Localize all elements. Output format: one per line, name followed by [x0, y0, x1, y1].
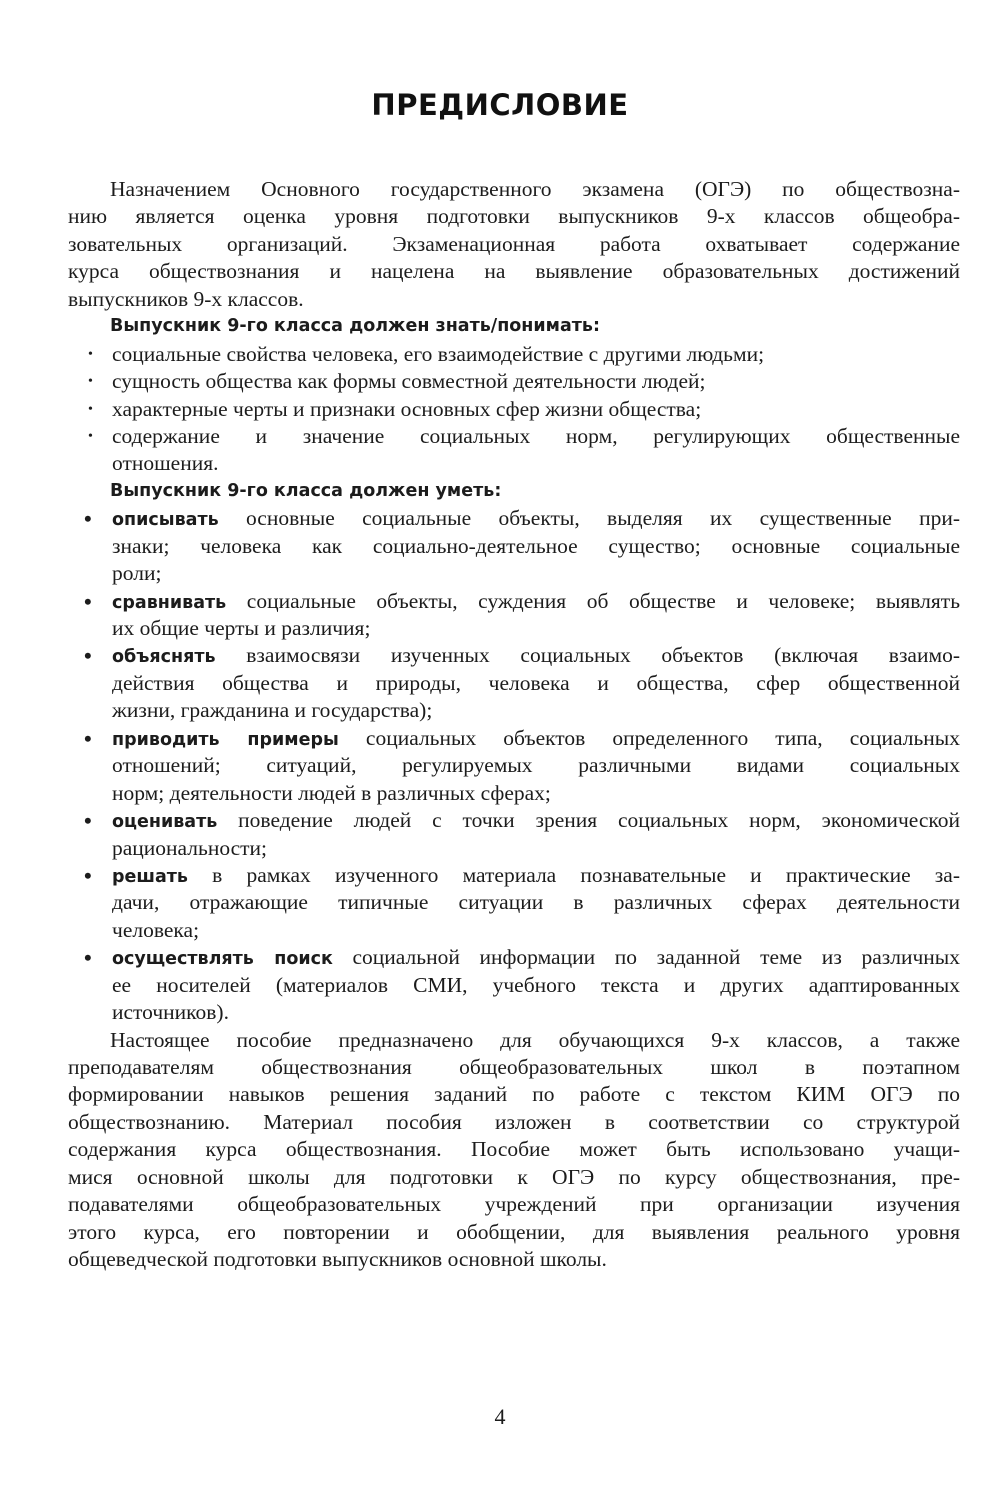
bullet-icon: • — [88, 401, 93, 417]
text-line: выпускников 9-х классов. — [68, 286, 304, 311]
skill-item — [68, 944, 960, 1026]
text-line — [112, 588, 960, 615]
skill-term: объяснять — [112, 647, 216, 668]
skill-item — [68, 588, 960, 643]
text-line: роли; — [112, 561, 162, 586]
page-title: ПРЕДИСЛОВИЕ — [371, 88, 629, 122]
skill-item — [68, 642, 960, 724]
text-line: сущность общества как формы совместной деятельности людей; — [112, 369, 706, 394]
text-line: содержание и значение социальных норм, регулирующих общественные — [112, 423, 960, 448]
text-line: этого курса, его повторении и обобщении, для выявления реального уровня — [68, 1219, 960, 1244]
bullet-item — [68, 396, 960, 423]
skill-text: основные социальные объекты, выделяя их существенные при- — [218, 506, 960, 531]
bullet-icon: • — [84, 808, 92, 834]
text-line — [112, 944, 960, 971]
bullet-icon: • — [84, 945, 92, 971]
text-line — [112, 862, 960, 889]
text-line — [112, 505, 960, 532]
skill-term: осуществлять поиск — [112, 949, 333, 970]
skill-item — [68, 807, 960, 862]
skill-term: сравнивать — [112, 592, 227, 613]
bullet-icon: • — [88, 428, 93, 444]
text-line: рациональности; — [112, 835, 268, 860]
text-line: знаки; человека как социально-деятельное существо; основные социальные — [112, 533, 960, 558]
text-line: характерные черты и признаки основных сфер жизни общества; — [112, 396, 702, 421]
text-line: Настоящее пособие предназначено для обучающихся 9-х классов, а также — [110, 1027, 960, 1052]
text-line: источников). — [112, 1000, 229, 1025]
bullet-icon: • — [84, 588, 92, 614]
bullet-item — [68, 341, 960, 368]
text-line — [112, 725, 960, 752]
text-line: жизни, гражданина и государства); — [112, 698, 433, 723]
intro-paragraph — [68, 176, 960, 313]
text-line: обществознанию. Материал пособия изложен в соответствии со структурой — [68, 1109, 960, 1134]
skill-term: описывать — [112, 510, 219, 531]
text-line: ее носителей (материалов СМИ, учебного текста и других адаптированных — [112, 972, 960, 997]
skill-item — [68, 862, 960, 944]
bullet-item — [68, 423, 960, 478]
bullet-icon: • — [84, 506, 92, 532]
skill-text: социальные объекты, суждения об обществе и человеке; выявлять — [226, 588, 960, 613]
text-line: мися основной школы для подготовки к ОГЭ по курсу обществознания, пре- — [68, 1164, 960, 1189]
text-line: нию является оценка уровня подготовки выпускников 9-х классов общеобра- — [68, 204, 960, 229]
text-line: зовательных организаций. Экзаменационная работа охватывает содержание — [68, 231, 960, 256]
text-line: отношения. — [112, 451, 219, 476]
text-line: общеведческой подготовки выпускников основной школы. — [68, 1247, 607, 1272]
section-heading: Выпускник 9-го класса должен знать/понимать: — [110, 316, 600, 337]
text-line: подавателями общеобразовательных учреждений при организации изучения — [68, 1192, 960, 1217]
page-body — [68, 176, 960, 1274]
bullet-icon: • — [84, 643, 92, 669]
text-line: действия общества и природы, человека и общества, сфер общественной — [112, 670, 960, 695]
text-line: отношений; ситуаций, регулируемых различными видами социальных — [112, 753, 960, 778]
text-line: формировании навыков решения заданий по работе с текстом КИМ ОГЭ по — [68, 1082, 960, 1107]
text-line: их общие черты и различия; — [112, 616, 371, 640]
text-line: норм; деятельности людей в различных сферах; — [112, 780, 551, 805]
closing-paragraph — [68, 1027, 960, 1274]
skill-item — [68, 505, 960, 587]
skill-term: оценивать — [112, 812, 218, 833]
bullet-item — [68, 368, 960, 395]
text-line: дачи, отражающие типичные ситуации в различных сферах деятельности — [112, 890, 960, 915]
skill-text: социальных объектов определенного типа, социальных — [338, 725, 961, 750]
text-line: социальные свойства человека, его взаимодействие с другими людьми; — [112, 341, 765, 366]
text-line: содержания курса обществознания. Пособие может быть использовано учащи- — [68, 1137, 960, 1162]
text-line — [112, 807, 960, 834]
skill-text: в рамках изученного материала познавательные и практические за- — [188, 862, 960, 887]
bullet-icon: • — [84, 725, 92, 751]
page-number: 4 — [494, 1404, 506, 1429]
text-line: преподавателям обществознания общеобразовательных школ в поэтапном — [68, 1055, 960, 1079]
skill-term: решать — [112, 866, 188, 887]
bullet-icon: • — [88, 374, 93, 390]
skill-term: приводить примеры — [112, 729, 339, 750]
skill-text: взаимосвязи изученных социальных объектов (включая взаимо- — [215, 643, 960, 668]
skill-text: социальной информации по заданной теме из различных — [332, 945, 960, 970]
text-line: курса обществознания и нацелена на выявление образовательных достижений — [68, 259, 960, 284]
bullet-icon: • — [88, 346, 93, 362]
skill-text: поведение людей с точки зрения социальных норм, экономической — [217, 808, 960, 833]
bullet-icon: • — [84, 862, 92, 888]
section-heading: Выпускник 9-го класса должен уметь: — [110, 480, 502, 501]
text-line: человека; — [112, 917, 200, 942]
text-line: Назначением Основного государственного экзамена (ОГЭ) по обществозна- — [110, 177, 960, 201]
skill-item — [68, 725, 960, 807]
text-line — [112, 642, 960, 669]
